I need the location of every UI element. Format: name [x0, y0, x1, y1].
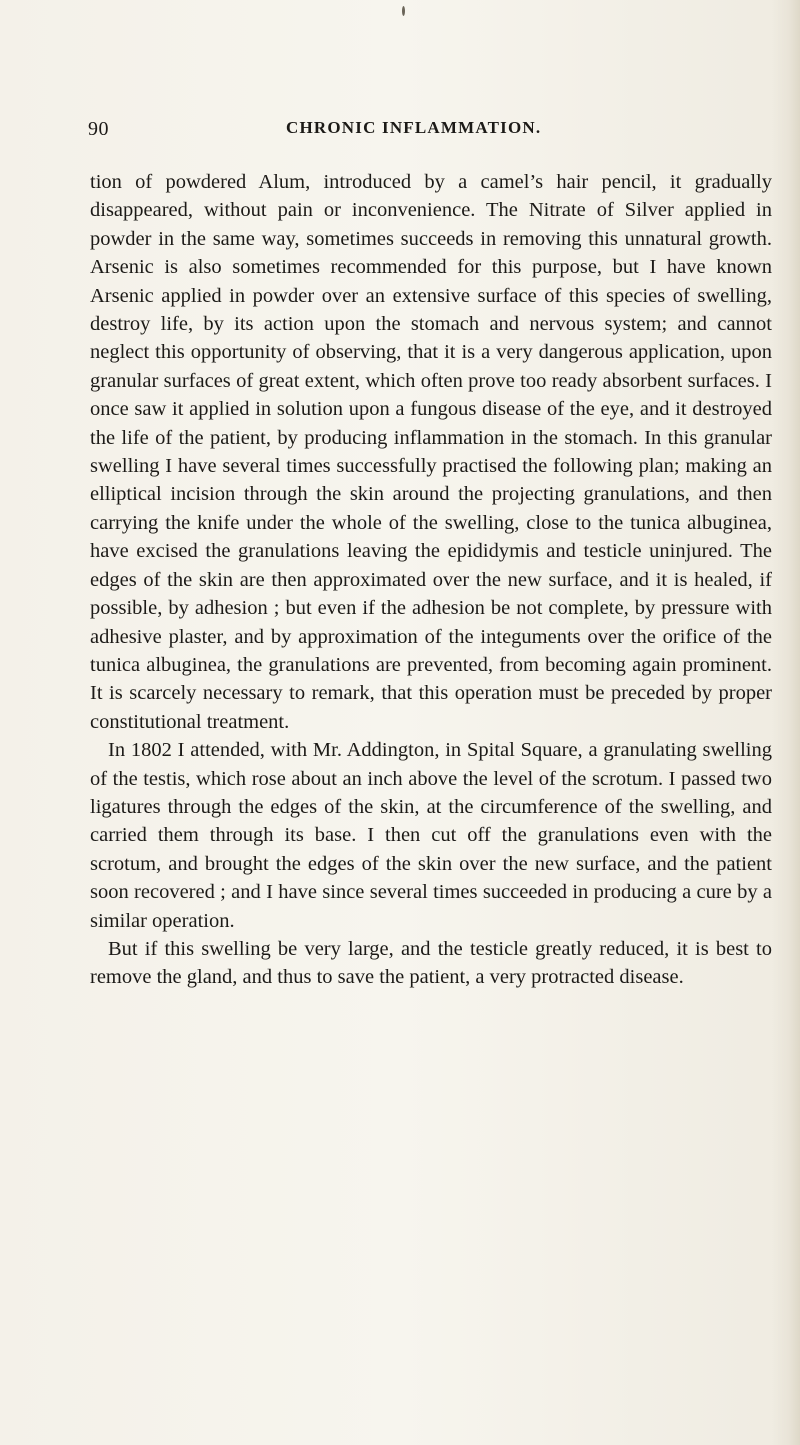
- body-text: [90, 168, 772, 992]
- page-edge-shadow: [772, 0, 800, 1445]
- ink-speck: [402, 6, 405, 16]
- paragraph: But if this swelling be very large, and the testicle greatly reduced, it is best to remove the gland, and thus to save the patient, a very protracted disease.: [90, 937, 772, 989]
- paragraph: tion of powdered Alum, introduced by a camel’s hair pencil, it gradually disappeared, without pain or inconvenience. The Nitrate of Silver applied in powder in the same way, sometimes succeeds in removing this unnatural growth. Arsenic is also sometimes recommended for this purpose, but I have known Arsenic applied in powder over an extensive surface of this species of swelling, destroy life, by its action upon the stomach and nervous system; and cannot neglect this opportunity of observing, that it is a very dangerous application, upon granular surfaces of great extent, which often prove too ready absorbent surfaces. I once saw it applied in solution upon a fungous disease of the eye, and it destroyed the life of the patient, by producing inflammation in the stomach. In this granular swelling I have several times successfully practised the following plan; making an elliptical incision through the skin around the projecting granulations, and then carrying the knife under the whole of the swelling, close to the tunica albuginea, have excised the granulations leaving the epididymis and testicle uninjured. The edges of the skin are then approximated over the new surface, and it is healed, if possible, by adhesion ; but even if the adhesion be not complete, by pressure with adhesive plaster, and by approximation of the integuments over the orifice of the tunica albuginea, the granulations are prevented, from becoming again prominent. It is scarcely necessary to remark, that this operation must be preceded by proper constitutional treatment.: [90, 171, 772, 733]
- page-number: 90: [88, 118, 109, 140]
- running-title: CHRONIC INFLAMMATION.: [286, 118, 542, 137]
- paragraph: In 1802 I attended, with Mr. Addington, in Spital Square, a granulating swelling of the testis, which rose about an inch above the level of the scrotum. I passed two ligatures through the edges of the skin, at the circumference of the swelling, and carried them through its base. I then cut off the granulations even with the scrotum, and brought the edges of the skin over the new surface, and the patient soon recovered ; and I have since several times succeeded in producing a cure by a similar operation.: [90, 739, 772, 932]
- page-header: [88, 118, 778, 142]
